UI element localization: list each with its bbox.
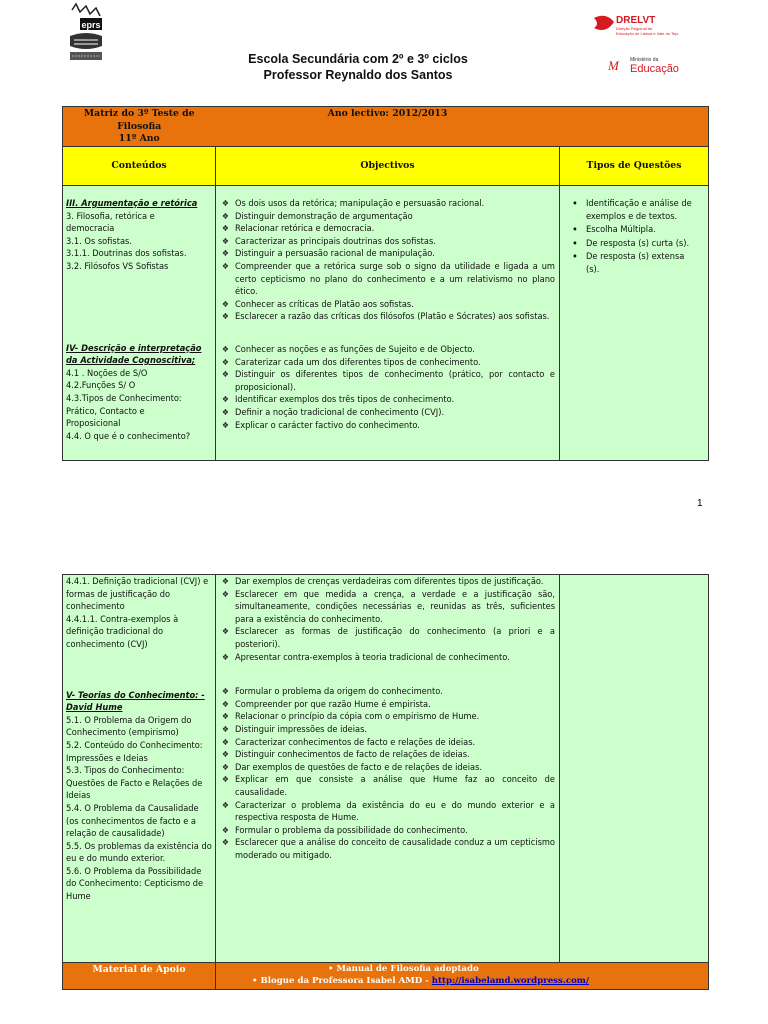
section-4-item: 4.3.Tipos de Conhecimento: (66, 392, 182, 404)
objective-item: ❖ Caraterizar cada um dos diferentes tipos de conhecimento. (220, 357, 555, 370)
objective-item: ❖ Conhecer as noções e as funções de Sujeito e de Objecto. (220, 344, 555, 357)
support-item-text: Manual de Filosofia adoptado (336, 964, 479, 974)
objective-item: ❖ Esclarecer em que medida a crença, a verdade e a justificação são, simultaneamente, condições necessárias e, reunidas as três, suficientes para a existência do conhecimento. (220, 589, 555, 627)
objective-item: ❖ Os dois usos da retórica; manipulação e persuasão racional. (220, 198, 555, 211)
objective-item: ❖ Identificar exemplos dos três tipos de conhecimento. (220, 394, 555, 407)
objective-item: ❖ Relacionar retórica e democracia. (220, 223, 555, 236)
objective-item: ❖ Compreender que a retórica surge sob o signo da utilidade e ligada a um certo cepticismo no plano do conhecimento e a um relativismo no plano ético. (220, 261, 555, 299)
ministry-small: Ministério da (630, 57, 659, 63)
objective-item: ❖ Distinguir a persuasão racional de manipulação. (220, 248, 555, 261)
support-material-label: Material de Apoio (63, 963, 216, 990)
section-4-item: 4.2.Funções S/ O (66, 380, 136, 392)
objective-item: ❖ Caracterizar as principais doutrinas dos sofistas. (220, 236, 555, 249)
school-logo-text: eprs (81, 20, 101, 30)
section-4-item: Prático, Contacto e (66, 405, 145, 417)
drelvt-subtitle-1: Direção Regional de (616, 26, 653, 31)
section-4-item: Proposicional (66, 418, 121, 430)
matrix-table-page2 (62, 574, 709, 990)
section-3-item: democracia (66, 223, 115, 235)
col-header-question-types: Tipos de Questões (560, 147, 709, 186)
section-3-item: 3.1.1. Doutrinas dos sofistas. (66, 248, 187, 260)
objective-item: ❖ Relacionar o princípio da cópia com o empirismo de Hume. (220, 711, 555, 724)
objective-item: ❖ Explicar o carácter factivo do conhecimento. (220, 420, 555, 433)
objective-item: ❖ Formular o problema da origem do conhecimento. (220, 686, 555, 699)
support-item-text: Blogue da Professora Isabel AMD - (260, 976, 432, 986)
question-type-item: • De resposta (s) curta (s). (572, 238, 700, 251)
section-5-title: V- Teorias do Conhecimento: - David Hume (66, 689, 205, 714)
question-type-item: • De resposta (s) extensa (s). (572, 251, 700, 276)
ministry-name: Educação (630, 63, 679, 75)
objective-item: ❖ Distinguir demonstração de argumentação (220, 211, 555, 224)
page-number: 1 (697, 498, 703, 509)
school-title-line2: Professor Reynaldo dos Santos (263, 68, 453, 82)
objective-item: ❖ Definir a noção tradicional de conhecimento (CVJ). (220, 407, 555, 420)
col-header-objectives: Objectivos (216, 147, 560, 186)
objective-item: ❖ Explicar em que consiste a análise que Hume faz ao conceito de causalidade. (220, 774, 555, 799)
objective-item: ❖ Esclarecer a razão das críticas dos filósofos (Platão e Sócrates) aos sofistas. (220, 311, 555, 324)
question-type-item: • Escolha Múltipla. (572, 224, 700, 237)
section-4-objectives (220, 344, 555, 432)
section-3-item: 3. Filosofia, retórica e (66, 210, 155, 222)
objective-item: ❖ Esclarecer que a análise do conceito de causalidade conduz a um cepticismo moderado ou mitigado. (220, 837, 555, 862)
section-3-title: III. Argumentação e retórica (66, 198, 198, 209)
objective-item: ❖ Distinguir conhecimentos de facto de relações de ideias. (220, 749, 555, 762)
section-441-item: 4.4.1. Definição tradicional (CVJ) e formas de justificação do conhecimento (66, 576, 209, 613)
school-year: Ano lectivo: 2012/2013 (216, 107, 560, 147)
section-441-item: 4.4.1.1. Contra-exemplos à definição tradicional do conhecimento (CVJ) (66, 613, 179, 650)
drelvt-brand: DRELVT (616, 15, 656, 26)
content-row-page2 (63, 575, 709, 963)
matrix-title-line1: Matriz do 3º Teste de (83, 108, 195, 119)
column-header-row (63, 147, 709, 186)
objective-item: ❖ Compreender por que razão Hume é empirista. (220, 699, 555, 712)
section-3-objectives (220, 198, 555, 324)
content-row (63, 186, 709, 461)
matrix-table-page1 (62, 106, 709, 461)
contents-cell (63, 186, 216, 461)
question-type-item: • Identificação e análise de exemplos e de textos. (572, 198, 700, 223)
matrix-title-line3: 11º Ano (118, 133, 160, 145)
section-5-item: 5.4. O Problema da Causalidade (os conhecimentos de facto e a relação de causalidade) (66, 802, 199, 840)
question-types-list (562, 198, 700, 277)
drelvt-subtitle-2: Educação de Lisboa e Vale do Tejo (616, 31, 679, 36)
col-header-contents: Conteúdos (63, 147, 216, 186)
section-5-item: 5.6. O Problema da Possibilidade do Conhecimento: Cepticismo de Hume (66, 865, 204, 903)
matrix-title-line2: Filosofia (117, 120, 162, 132)
objectives-cell-page2 (216, 575, 560, 963)
ministry-mark: M (608, 58, 619, 73)
support-item: • Manual de Filosofia adoptado (328, 964, 479, 974)
objective-item: ❖ Conhecer as críticas de Platão aos sofistas. (220, 299, 555, 312)
section-441-objectives (220, 576, 555, 664)
section-5-item: 5.2. Conteúdo do Conhecimento: Impressões e Ideias (66, 739, 203, 764)
objective-item: ❖ Caracterizar conhecimentos de facto e relações de ideias. (220, 737, 555, 750)
section-3-item: 3.2. Filósofos VS Sofistas (66, 260, 169, 272)
blog-link[interactable]: http://isabelamd.wordpress.com/ (431, 976, 590, 986)
section-4-title: IV- Descrição e interpretação da Actividade Cognoscitiva; (66, 342, 202, 367)
section-3-item: 3.1. Os sofistas. (66, 235, 132, 247)
matrix-title-row (63, 107, 709, 147)
objective-item: ❖ Caracterizar o problema da existência do eu e do mundo exterior e a respectiva resposta de Hume. (220, 800, 555, 825)
support-material-list (216, 963, 709, 990)
objective-item: ❖ Dar exemplos de questões de facto e de relações de ideias. (220, 762, 555, 775)
section-5-item: 5.3. Tipos do Conhecimento: Questões de Facto e Relações de Ideias (66, 765, 203, 802)
matrix-title-cell (63, 107, 216, 147)
school-title-line1: Escola Secundária com 2º e 3º ciclos (248, 52, 468, 66)
support-material-row (63, 963, 709, 990)
section-4-item: 4.4. O que é o conhecimento? (66, 430, 191, 442)
objective-item: ❖ Distinguir impressões de ideias. (220, 724, 555, 737)
section-4-item: 4.1 . Noções de S/O (66, 367, 148, 379)
support-item: • Blogue da Professora Isabel AMD - http://isabelamd.wordpress.com/ (252, 976, 590, 986)
question-types-cell (560, 186, 709, 461)
objective-item: ❖ Dar exemplos de crenças verdadeiras com diferentes tipos de justificação. (220, 576, 555, 589)
contents-cell-page2 (63, 575, 216, 963)
objectives-cell (216, 186, 560, 461)
section-5-item: 5.5. Os problemas da existência do eu e do mundo exterior. (66, 840, 212, 865)
objective-item: ❖ Formular o problema da possibilidade do conhecimento. (220, 825, 555, 838)
section-5-objectives (220, 686, 555, 862)
objective-item: ❖ Distinguir os diferentes tipos de conhecimento (prático, por contacto e proposicional). (220, 369, 555, 394)
objective-item: ❖ Apresentar contra-exemplos à teoria tradicional de conhecimento. (220, 652, 555, 665)
question-types-cell-page2 (560, 575, 709, 963)
objective-item: ❖ Esclarecer as formas de justificação do conhecimento (a priori e a posteriori). (220, 626, 555, 651)
section-5-item: 5.1. O Problema da Origem do Conhecimento (empirismo) (66, 714, 192, 739)
